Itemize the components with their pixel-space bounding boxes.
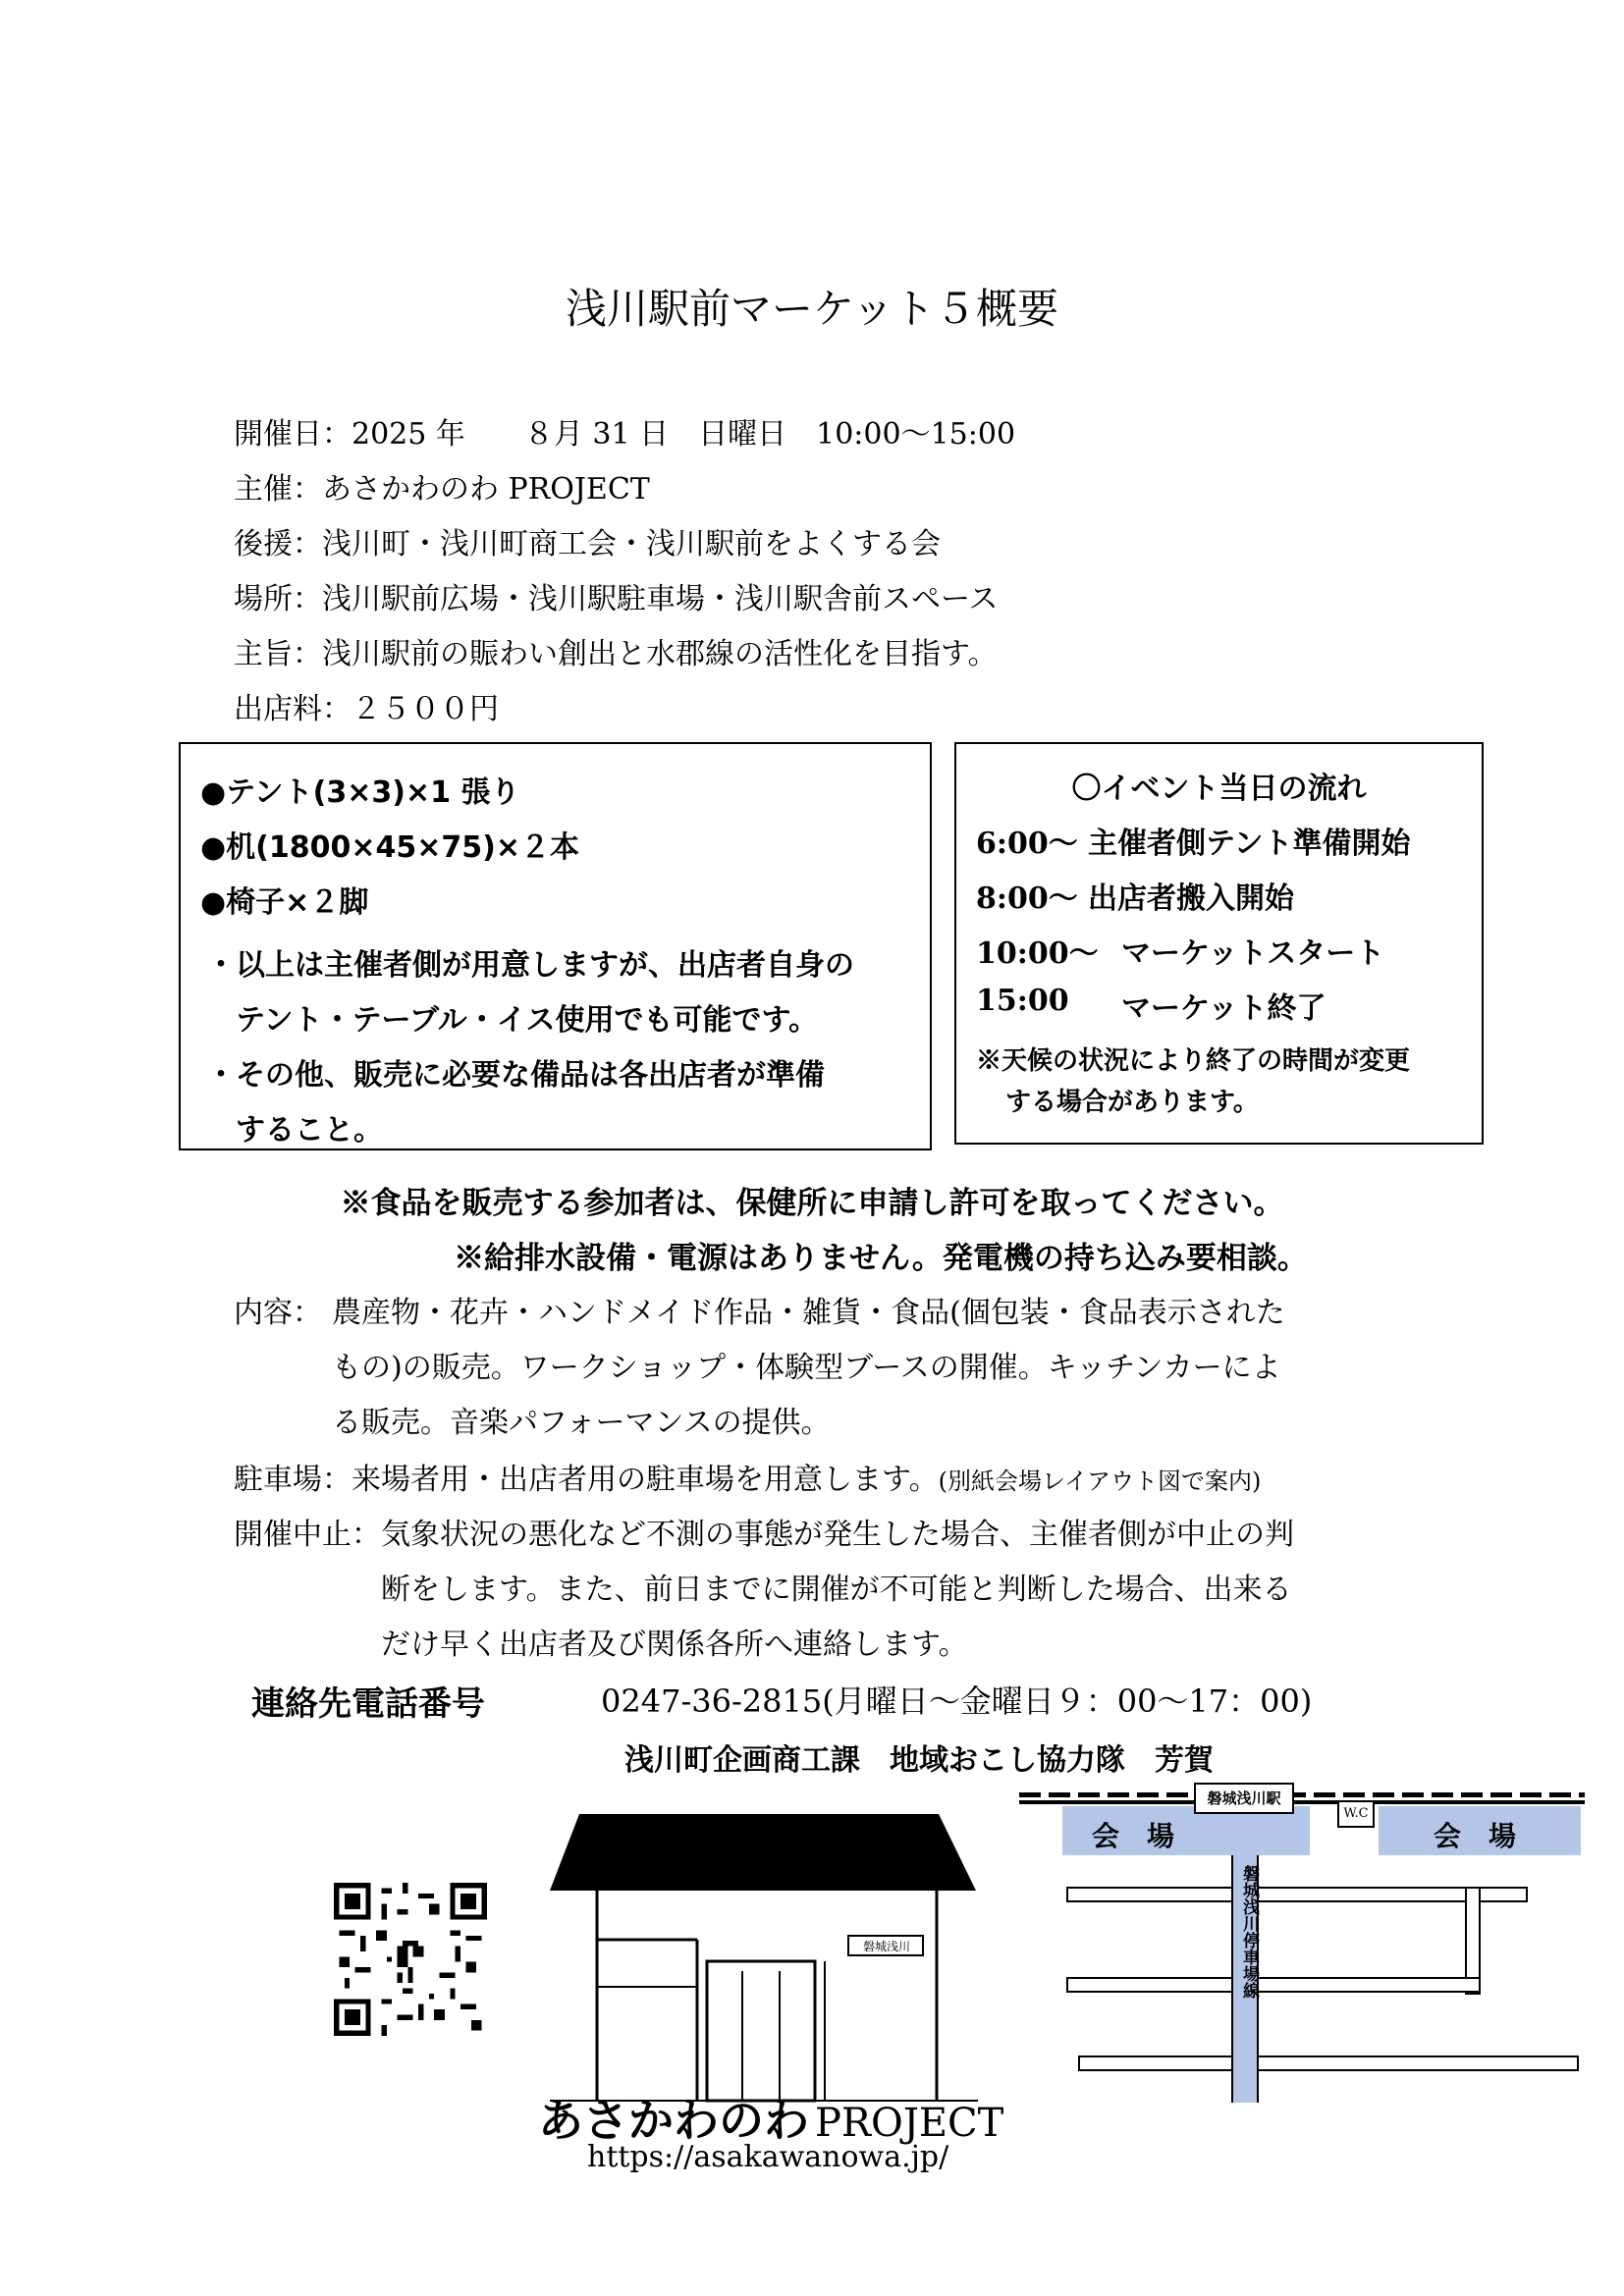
- schedule-text: マーケット終了: [1121, 991, 1326, 1026]
- schedule-time: 8:00～: [976, 881, 1078, 916]
- info-organizer: 主催：あさかわのわ PROJECT: [234, 472, 650, 507]
- road-name: 磐城浅川停車場線: [1239, 1865, 1259, 1999]
- contact-person: 浅川町企画商工課 地域おこし協力隊 芳賀: [624, 1743, 1214, 1778]
- equipment-note-line: すること。: [206, 1113, 383, 1148]
- info-support: 後援：浅川町・浅川町商工会・浅川駅前をよくする会: [234, 527, 941, 561]
- schedule-text: マーケットスタート: [1121, 936, 1385, 971]
- cancel-line: だけ早く出店者及び関係各所へ連絡します。: [381, 1628, 968, 1662]
- info-date: 開催日：2025 年 ８月 31 日 日曜日 10:00～15:00: [234, 417, 1016, 452]
- parking-note: (別紙会場レイアウト図で案内): [938, 1468, 1262, 1495]
- content-label: 内容：: [234, 1296, 322, 1330]
- content-line: る販売。音楽パフォーマンスの提供。: [332, 1406, 831, 1440]
- cancel-line: 断をします。また、前日までに開催が不可能と判断した場合、出来る: [381, 1573, 1292, 1607]
- road-2: [1066, 1977, 1481, 1993]
- railway-track: [1019, 1792, 1585, 1797]
- venue-map: [1019, 1783, 1585, 2107]
- equipment-item-tent: ●テント(3×3)×1 張り: [200, 775, 520, 810]
- equipment-item-desk: ●机(1800×45×75)×２本: [200, 830, 580, 865]
- power-notice: ※給排水設備・電源はありません。発電機の持ち込み要相談。: [454, 1241, 1308, 1276]
- schedule-text: 主催者側テント準備開始: [1088, 827, 1411, 861]
- station-sign: 磐城浅川: [862, 1940, 910, 1953]
- wc-label: W.C: [1337, 1800, 1375, 1828]
- parking-main: 駐車場：来場者用・出店者用の駐車場を用意します。: [234, 1463, 939, 1497]
- cancel-label: 開催中止：: [234, 1518, 381, 1552]
- equipment-item-chair: ●椅子×２脚: [200, 885, 369, 920]
- content-line: 農産物・花卉・ハンドメイド作品・雑貨・食品(個包装・食品表示された: [332, 1296, 1285, 1330]
- station-label: 磐城浅川駅: [1194, 1783, 1294, 1814]
- logo-url[interactable]: https://asakawanowa.jp/: [587, 2140, 949, 2174]
- railway-line: [1019, 1800, 1585, 1804]
- schedule-time: 15:00: [976, 984, 1069, 1018]
- logo-kana: あさかわのわ: [538, 2094, 809, 2147]
- venue-area-right: [1379, 1806, 1581, 1855]
- food-notice: ※食品を販売する参加者は、保健所に申請し許可を取ってください。: [340, 1186, 1284, 1221]
- contact-phone: 0247-36-2815(月曜日～金曜日９：00～17：00): [601, 1682, 1313, 1720]
- content-line: もの)の販売。ワークショップ・体験型ブースの開催。キッチンカーによ: [332, 1351, 1281, 1385]
- schedule-box: [954, 742, 1484, 1145]
- venue-label: 会 場: [1434, 1820, 1517, 1852]
- logo-project: PROJECT: [815, 2101, 1004, 2146]
- venue-label: 会 場: [1092, 1820, 1175, 1852]
- cancel-line: 気象状況の悪化など不測の事態が発生した場合、主催者側が中止の判: [381, 1518, 1294, 1552]
- equipment-box: [179, 742, 932, 1150]
- parking-text: [234, 1455, 1261, 1498]
- page-title: 浅川駅前マーケット５概要: [566, 285, 1058, 333]
- equipment-note-line: ・その他、販売に必要な備品は各出店者が準備: [206, 1058, 825, 1093]
- qr-code[interactable]: [334, 1883, 487, 2036]
- info-fee: 出店料：２５００円: [234, 692, 499, 726]
- schedule-note: ※天候の状況により終了の時間が変更: [976, 1046, 1411, 1076]
- road-1: [1066, 1887, 1528, 1902]
- station-building-illustration: [550, 1814, 978, 2103]
- contact-label: 連絡先電話番号: [251, 1684, 485, 1724]
- road-3: [1078, 2056, 1579, 2071]
- info-place: 場所：浅川駅前広場・浅川駅駐車場・浅川駅舎前スペース: [234, 582, 999, 616]
- equipment-note-line: テント・テーブル・イス使用でも可能です。: [206, 1003, 819, 1038]
- schedule-text: 出店者搬入開始: [1088, 881, 1294, 916]
- equipment-note-line: ・以上は主催者側が用意しますが、出店者自身の: [206, 948, 854, 983]
- schedule-note: する場合があります。: [1005, 1088, 1259, 1117]
- info-purpose: 主旨：浅川駅前の賑わい創出と水郡線の活性化を目指す。: [234, 637, 998, 671]
- schedule-time: 10:00～: [976, 936, 1099, 971]
- schedule-heading: 〇イベント当日の流れ: [1071, 772, 1367, 806]
- schedule-time: 6:00～: [976, 827, 1078, 861]
